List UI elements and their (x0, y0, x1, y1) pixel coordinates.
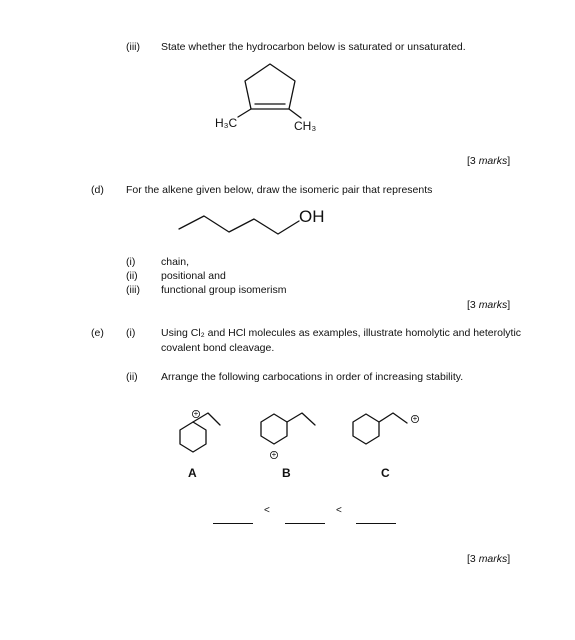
charge-plus-icon: + (412, 414, 418, 423)
answer-blank-3[interactable] (356, 523, 396, 524)
carbocation-b-label: B (282, 466, 291, 480)
charge-plus-icon: + (193, 409, 199, 418)
q-d-label: (d) (91, 184, 104, 196)
less-than-symbol: < (264, 505, 270, 516)
hydroxyl-group-label: OH (299, 207, 325, 226)
q-d-item-roman: (iii) (126, 284, 140, 296)
q-d-item-text: positional and (161, 270, 226, 282)
q-c-part3-roman: (iii) (126, 41, 140, 53)
q-e-part2-text: Arrange the following carbocations in order of increasing stability. (161, 371, 464, 383)
q-e-part1-roman: (i) (126, 327, 136, 339)
q-e-part1-line2: covalent bond cleavage. (161, 342, 275, 354)
q-d-item-text: functional group isomerism (161, 284, 287, 296)
methyl-group-right-label: CH₃ (294, 119, 317, 133)
methyl-group-left-label: H₃C (215, 116, 238, 130)
q-d-marks: [3 marks] (467, 299, 511, 311)
less-than-symbol: < (336, 505, 342, 516)
q-e-part2-roman: (ii) (126, 371, 138, 383)
q-e-label: (e) (91, 327, 104, 339)
q-c-marks: [3 marks] (467, 155, 511, 167)
q-e-marks: [3 marks] (467, 553, 511, 565)
carbocation-a-label: A (188, 466, 197, 480)
answer-blank-1[interactable] (213, 523, 253, 524)
q-d-item-text: chain, (161, 256, 190, 268)
charge-plus-icon: + (271, 450, 277, 459)
q-c-part3-text: State whether the hydrocarbon below is saturated or unsaturated. (161, 41, 466, 53)
q-d-text: For the alkene given below, draw the isomeric pair that represents (126, 184, 433, 196)
answer-blank-2[interactable] (285, 523, 325, 524)
q-d-item-roman: (i) (126, 256, 136, 268)
q-e-part1-line1: Using Cl₂ and HCl molecules as examples, illustrate homolytic and heterolytic (161, 327, 522, 339)
carbocation-c-label: C (381, 466, 390, 480)
q-d-item-roman: (ii) (126, 270, 138, 282)
